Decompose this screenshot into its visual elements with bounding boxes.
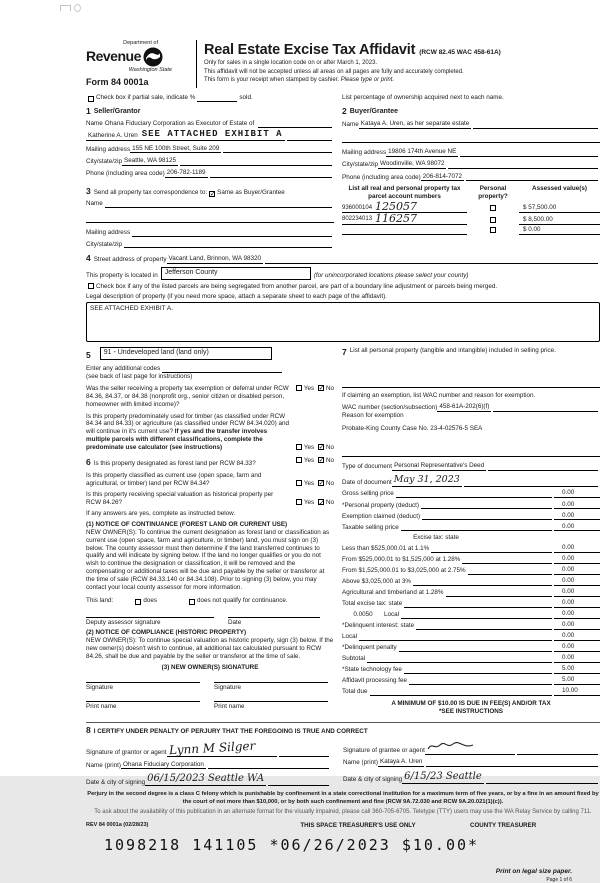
q3-no-checkbox — [318, 457, 324, 463]
rev-form-number: REV 84 0001a (02/28/23) — [86, 821, 149, 828]
parcel-row: 936000104 125057 $ 57,500.00 — [342, 202, 600, 213]
alt-format-note: To ask about the availability of this publication in an alternate format for the visually impaired, please call 360-705-6705. Teletype (TTY) users may use the WA Relay Service by calling 711. — [94, 809, 592, 816]
land-use-code-field: 91 - Undeveloped land (land only) — [100, 347, 272, 360]
tax-column — [342, 347, 600, 715]
personal-property-checkbox — [490, 217, 496, 223]
form-title-ref: (RCW 82.45 WAC 458-61A) — [419, 49, 501, 56]
seller-heading: Seller/Grantor — [93, 107, 141, 115]
tax-row: Total excise tax: state 0.00 — [342, 599, 600, 608]
q2-yes-checkbox — [296, 444, 302, 450]
header-divider — [196, 40, 197, 88]
see-instructions-note: *SEE INSTRUCTIONS — [438, 708, 504, 716]
tax-row: *State technology fee 5.00 — [342, 665, 600, 674]
section-5-number: 5 — [86, 349, 91, 360]
personal-property-heading: List all personal property (tangible and intangible) included in selling price. — [349, 347, 556, 355]
tax-row: *Personal property (deduct) 0.00 — [342, 501, 600, 510]
minimum-due-note: A MINIMUM OF $10.00 IS DUE IN FEE(S) AND/OR TAX — [391, 700, 551, 708]
buyer-address: 19806 174th Avenue NE — [388, 147, 457, 155]
section-3-number: 3 — [86, 186, 91, 197]
q1-no-checkbox — [318, 385, 324, 391]
legal-description-label: Legal description of property (if you need more space, attach a separate sheet to each page of the affidavit). — [86, 292, 387, 300]
treasurer-row — [86, 822, 600, 830]
seller-csz-row: City/state/zip Seattle, WA 98125 — [86, 157, 334, 166]
doc-type-row: Type of document Personal Representative's Deed — [342, 462, 600, 471]
agency-block — [86, 40, 194, 88]
buyer-phone: 206-814-7072 — [422, 172, 462, 180]
notice-compliance-title: (2) NOTICE OF COMPLIANCE (HISTORIC PROPERTY) — [86, 629, 247, 637]
notice-continuance-title: (1) NOTICE OF CONTINUANCE (FOREST LAND OR CURRENT USE) — [86, 520, 288, 528]
title-block — [204, 40, 600, 88]
assessed-value: $ 0.00 — [519, 226, 600, 235]
seller-csz: Seattle, WA 98125 — [124, 156, 176, 164]
question-exemption-deferral: Was the seller receiving a property tax exemption or deferral under RCW 84.36, 84.37, or 84.38 (nonprofit org., senior citizen or disabled person, homeowner with limited income)? Yes ✓ No — [86, 385, 334, 409]
question-current-use: Is this property classified as current use (open space, farm and agricultural, or timber) land per RCW 84.34? Yes ✓ No — [86, 472, 334, 488]
exemption-note: If claiming an exemption, list WAC number and reason for exemption. — [342, 392, 536, 400]
partial-sale-blank — [197, 95, 237, 102]
seller-column — [86, 106, 334, 249]
new-owner-signature-title: (3) NEW OWNER(S) SIGNATURE — [161, 663, 259, 671]
header-note-1: Only for sales in a single location code on or after March 1, 2023. — [204, 60, 378, 67]
reason-blank — [342, 449, 600, 457]
tax-row: Affidavit processing fee 5.00 — [342, 676, 600, 685]
tax-row: From $1,525,000.01 to $3,025,000 at 2.75% 0.00 — [342, 566, 600, 575]
parcel-number-handwritten: 125057 — [375, 200, 418, 214]
seller-name-row: Name Ohana Fiduciary Corporation as Executor of Estate of — [86, 120, 334, 128]
tax-row: Taxable selling price 0.00 — [342, 523, 600, 532]
section-8 — [86, 722, 600, 786]
treasurer-stamp: 1098218 141105 *06/26/2023 $10.00* — [104, 835, 480, 854]
buyer-blank-line — [342, 135, 600, 143]
q2-no-checkbox — [318, 444, 324, 450]
personal-property-checkbox — [490, 205, 496, 211]
section-8-number: 8 — [86, 724, 91, 735]
tax-row: Agricultural and timberland at 1.28% 0.00 — [342, 588, 600, 597]
exhibit-a-stamp: SEE ATTACHED EXHIBIT A — [140, 129, 285, 141]
deputy-date-line: Date — [228, 617, 320, 627]
owner-signature-line-2: Signature — [214, 682, 328, 692]
if-yes-instruction: If any answers are yes, complete as instructed below. — [86, 510, 236, 518]
property-street-address: Vacant Land, Brinnon, WA 98320 — [168, 255, 261, 263]
segregated-label: Check box if any of the listed parcels are being segregated from another parcel, are part of a boundary line adjustment or parcels being merged. — [96, 282, 498, 290]
seller-name-line1: Ohana Fiduciary Corporation as Executor of Estate of — [104, 119, 255, 127]
section-1-number: 1 — [86, 105, 91, 116]
county-field: Jefferson County — [161, 267, 311, 280]
grantor-date-city: 06/15/2023 Seattle WA — [145, 773, 266, 787]
tax-row: *Delinquent interest: state 0.00 — [342, 621, 600, 630]
county-treasurer-label: COUNTY TREASURER — [470, 821, 537, 829]
scan-artifact — [60, 3, 82, 12]
q5-no-checkbox — [318, 499, 324, 505]
tax-row: Subtotal 0.00 — [342, 654, 600, 663]
parcel-number-handwritten: 116257 — [375, 212, 418, 226]
seller-address: 155 NE 100th Street, Suite 209 — [132, 144, 220, 152]
question-timber-agriculture: Is this property predominately used for timber (as classified under RCW 84.34 and 84.33) or agriculture (as classified under RCW 84.34.020) and will continue in it's current use? If yes and the transfer involves multiple parcels with different classifications, complete the predominate use calculator (see instructions) Yes ✓ No — [86, 413, 334, 452]
notice-compliance-body: NEW OWNER(S): To continue special valuation as historic property, sign (3) below. If the new owner(s) doesn't wish to continue, all additional tax calculated pursuant to RCW 84.26, shall be due and payable by the seller or transferor at the time of sale. — [86, 637, 334, 660]
parcel-row: 802234013 116257 $ 8,500.00 — [342, 214, 600, 225]
county-note: (for unincorporated locations please select your county) — [313, 271, 469, 279]
wac-row: WAC number (section/subsection) 458-61A-202(6)(f) — [342, 403, 600, 412]
additional-codes-row: Enter any additional codes — [86, 365, 334, 373]
page-number: Page 1 of 6 — [546, 876, 572, 883]
partial-sale-checkbox — [88, 96, 94, 102]
corr-name-row: Name — [86, 200, 334, 208]
question-forest-land: 6 Is this property designated as forest land per RCW 84.33? Yes ✓ No — [86, 457, 334, 468]
tax-row: Total due 10.00 — [342, 687, 600, 696]
owner-signature-line-1: Signature — [86, 682, 200, 692]
same-as-buyer-checkbox — [209, 191, 215, 197]
use-questions-column — [86, 347, 334, 715]
doc-date-row: Date of document May 31, 2023 — [342, 474, 600, 487]
form-number: Form 84 0001a — [86, 76, 149, 87]
buyer-phone-row: Phone (including area code) 206-814-7072 — [342, 173, 600, 182]
grantee-date-city: 6/15/23 Seattle — [402, 771, 484, 785]
grantor-signature: Lynn M Silger — [168, 738, 256, 758]
tax-row: Gross selling price 0.00 — [342, 489, 600, 498]
personal-property-blank — [342, 380, 600, 388]
parcel-table — [342, 185, 600, 235]
legal-description-box — [86, 302, 600, 342]
document-date-handwritten: May 31, 2023 — [393, 474, 460, 486]
partial-sale-row — [86, 94, 600, 102]
buyer-address-row: Mailing address 19806 174th Avenue NE — [342, 148, 600, 157]
corr-address-row: Mailing address — [86, 229, 334, 237]
notice-continuance-body: NEW OWNER(S): To continue the current designation as forest land or classification as current use (open space, farm and agriculture, or timber) land, you must sign on (3) below. The county assessor must then determine if the land transferred continues to qualify and will indicate by signing below. If the land no longer qualifies or you do not wish to continue the designation or classification, it will be removed and the compensating or additional taxes will be due and payable by the seller or transferor at the time of sale (RCW 84.33.140 or 84.34.108). Prior to signing (3) below, you may contact your local county assessor for more information. — [86, 528, 330, 591]
does-checkbox — [135, 599, 141, 605]
section-3-heading-row: 3 Send all property tax correspondence to: ✓ Same as Buyer/Grantee — [86, 186, 334, 197]
document-type: Personal Representative's Deed — [394, 462, 485, 470]
perjury-statement: Perjury in the second degree is a class C felony which is punishable by confinement in a state correctional institution for a maximum term of five years, or by a fine in an amount fixed by the court of not more than $10,000, or by both such confinement and fine (RCW 9A.72.030 and RCW 9A.20.021(1)(c)). — [87, 791, 599, 805]
seller-phone-row: Phone (including area code) 206-782-1189 — [86, 169, 334, 178]
buyer-name: Kataya A. Uren, as her separate estate — [360, 119, 470, 127]
excise-tax-state-header: Excise tax: state — [413, 533, 459, 541]
wac-number: 458-61A-202(6)(f) — [439, 403, 490, 411]
q4-no-checkbox — [318, 480, 324, 486]
seller-address-row: Mailing address 155 NE 100th Street, Suite 209 — [86, 145, 334, 154]
segregated-checkbox — [88, 283, 94, 289]
q1-yes-checkbox — [296, 385, 302, 391]
reason-label: Reason for exemption — [342, 412, 404, 420]
section-4: 4 Street address of property Vacant Land, Brinnon, WA 98320 This property is located in Jefferson County (for unincorporated locations please select your county) Check box if any of the listed parcels are being segregated from another parcel, are part of a boundary line adjustment or parcels being merged. Legal description of property (if you need more space, attach a separate sheet to each page of the affidavit). SEE ATTACHED EXHIBIT A. — [86, 253, 600, 342]
parcel-row — [342, 226, 600, 235]
tax-row: Less than $525,000.01 at 1.1% 0.00 — [342, 544, 600, 553]
additional-codes-note: (see back of last page for instructions) — [86, 373, 193, 381]
question-historical: Is this property receiving special valuation as historical property per RCW 84.26? Yes ✓ No — [86, 491, 334, 507]
local-rate: 0.0050 — [353, 610, 373, 618]
same-as-buyer-label: Same as Buyer/Grantee — [217, 188, 285, 196]
form-header — [86, 40, 600, 88]
buyer-heading: Buyer/Grantee — [349, 107, 398, 115]
parcel-col3-header: Assessed value(s) — [532, 185, 587, 193]
agency-name: Revenue — [86, 48, 141, 65]
assessed-value: $ 57,500.00 — [519, 204, 600, 213]
seller-phone: 206-782-1189 — [166, 169, 206, 177]
tax-row: Local 0.00 — [342, 632, 600, 641]
exemption-reason: Probate-King County Case No. 23-4-02576-5 SEA — [342, 425, 483, 433]
form-title: Real Estate Excise Tax Affidavit — [204, 42, 416, 58]
grantee-signature-block: Signature of grantee or agent Name (print) Kataya A. Uren Date & city of signing 6/15/23 Seattle — [343, 738, 600, 787]
q5-yes-checkbox — [296, 499, 302, 505]
q3-yes-checkbox — [296, 457, 302, 463]
tax-row-local-rate: 0.0050 Local 0.00 — [342, 610, 600, 619]
dor-logo-icon — [143, 47, 163, 67]
grantee-printed-name: Kataya A. Uren — [380, 758, 423, 766]
buyer-csz: Woodinville, WA 98072 — [380, 160, 445, 168]
corr-blank-line — [86, 215, 334, 223]
section-2-number: 2 — [342, 105, 347, 116]
assessed-value: $ 8,500.00 — [519, 216, 600, 225]
header-note-2: This affidavit will not be accepted unless all areas on all pages are fully and accurately completed. — [204, 68, 464, 75]
ownership-note: List percentage of ownership acquired next to each name. — [342, 94, 504, 101]
tax-row: From $525,000.01 to $1,525,000 at 1.28% 0.00 — [342, 555, 600, 564]
seller-name-row2 — [86, 129, 334, 141]
tax-row: Above $3,025,000 at 3% 0.00 — [342, 577, 600, 586]
deputy-assessor-signature-line: Deputy assessor signature — [86, 617, 214, 627]
parcel-col2-header: Personal property? — [478, 185, 508, 201]
land-qualify-row: This land: does does not qualify for continuance. — [86, 596, 288, 604]
treasurer-use-label: THIS SPACE TREASURER'S USE ONLY — [300, 821, 416, 829]
partial-sale-suffix: sold. — [239, 94, 253, 101]
section-4-number: 4 — [86, 253, 91, 264]
partial-sale-label: Check box if partial sale, indicate % — [96, 94, 196, 101]
grantor-printed-name: Ohana Fiduciary Corporation — [123, 760, 204, 768]
grantor-signature-block: Signature of grantor or agent Lynn M Silger Name (print) Ohana Fiduciary Corporation Date & city of signing 06/15/2023 Seattle WA — [86, 738, 343, 787]
personal-property-checkbox — [490, 227, 496, 233]
owner-printname-line-1: Print name — [86, 701, 200, 711]
does-not-checkbox — [189, 599, 195, 605]
section-6-number: 6 — [86, 456, 91, 467]
tax-row: *Delinquent penalty 0.00 — [342, 643, 600, 652]
agency-dept-of: Department of — [123, 40, 158, 46]
buyer-name-row: Name Kataya A. Uren, as her separate estate — [342, 120, 600, 129]
certify-statement: I CERTIFY UNDER PENALTY OF PERJURY THAT THE FOREGOING IS TRUE AND CORRECT — [93, 727, 368, 735]
seller-name-line2: Katherine A. Uren — [88, 132, 138, 140]
tax-row: Exemption claimed (deduct) 0.00 — [342, 512, 600, 521]
parcel-col1-header: List all real and personal property tax parcel account numbers — [348, 185, 461, 201]
legal-description-text: SEE ATTACHED EXHIBIT A. — [90, 305, 174, 313]
buyer-csz-row: City/state/zip Woodinville, WA 98072 — [342, 160, 600, 169]
q4-yes-checkbox — [296, 480, 302, 486]
agency-state: Washington State — [128, 66, 172, 73]
section-7-number: 7 — [342, 347, 347, 358]
print-legal-note: Print on legal size paper. — [495, 868, 572, 876]
grantee-signature-scribble — [427, 741, 475, 751]
buyer-column — [342, 106, 600, 249]
owner-printname-line-2: Print name — [214, 701, 328, 711]
corr-csz-row: City/state/zip — [86, 241, 334, 249]
header-note-3: This form is your receipt when stamped by cashier. Please type or print. — [204, 77, 395, 84]
